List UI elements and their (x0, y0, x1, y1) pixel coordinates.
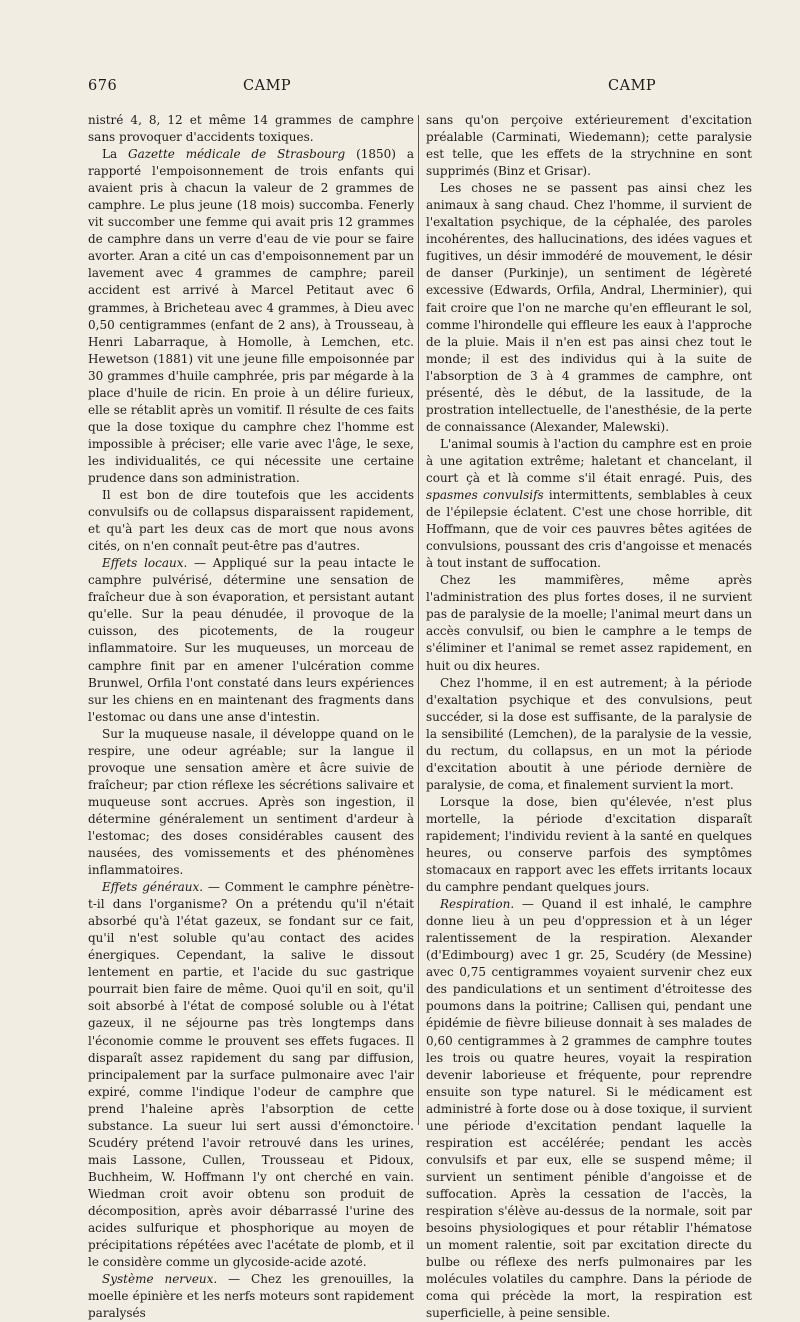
paragraph-text: intermittents, semblables à ceux de l'épilepsie éclatent. C'est une chose horrible, dit Hoffmann, que de voir ces pauvres bêtes agitées de convulsions, poussant des cris d'angoisse et menacés à tout instant de suffocation. (426, 488, 752, 571)
italic-heading: Effets locaux. (102, 556, 188, 571)
paragraph-text: Sur la muqueuse nasale, il développe quand on le respire, une odeur agréable; sur la langue il provoque une sensation amère et âcre suivie de fraîcheur; par ction réflexe les sécrétions salivaire et muqueuse sont accrues. Après son ingestion, il détermine généralement un sentiment d'ardeur à l'estomac; des doses considérables causent des nausées, des vomissements et des phénomènes inflammatoires. (88, 726, 414, 878)
italic-heading: Respiration. (440, 897, 515, 912)
paragraph-text: — Quand il est inhalé, le camphre donne lieu à un peu d'oppression et à un léger ralentissement de la respiration. Alexander (d'Edimbourg) avec 1 gr. 25, Scudéry (de Messine) avec 0,75 centigrammes voyaient survenir chez eux des pandiculations et un sentiment d'étroitesse des poumons dans la poitrine; Callisen qui, pendant une épidémie de fièvre bilieuse donnait à ses malades de 0,60 centigrammes à 2 grammes de camphre toutes les trois ou quatre heures, voyait la respiration devenir laborieuse et fréquente, pour reprendre ensuite son type naturel. Si le médicament est administré à forte dose ou à dose toxique, il survient une période d'excitation pendant laquelle la respiration est accélérée; pendant les accès convulsifs et par eux, elle se suspend même; il survient un sentiment pénible d'angoisse et de suffocation. Après la cessation de l'accès, la respiration s'élève au-dessus de la normale, soit par besoins physiologiques et pour rétablir l'hématose un moment ralentie, soit par excitation directe du bulbe ou réflexe des nerfs pulmonaires par les molécules volatiles du camphre. Dans la période de coma qui précède la mort, la respiration est superficielle, à peine sensible. (426, 897, 752, 1321)
paragraph-text: Les choses ne se passent pas ainsi chez les animaux à sang chaud. Chez l'homme, il survient de l'exaltation psychique, de la céphalée, des paroles incohérentes, des hallucinations, des idées vagues et fugitives, un désir immodéré de mouvement, le désir de danser (Purkinje), un sentiment de légèreté excessive (Edwards, Orfila, Andral, Lherminier), qui fait croire que l'on ne marche qu'en effleurant le sol, comme l'hirondelle qui effleure les eaux à l'approche de la pluie. Mais il n'en est pas ainsi chez tout le monde; il est des individus qui à la suite de l'absorption de 3 à 4 grammes de camphre, ont présenté, dès le début, de la lassitude, de la prostration intellectuelle, de l'anesthésie, de la perte de connaissance (Alexander, Malewski). (426, 181, 752, 434)
paragraph-text: sans qu'on perçoive extérieurement d'excitation préalable (Carminati, Wiedemann); cette paralysie est telle, que les effets de la strychnine en sont supprimés (Binz et Grisar). (426, 113, 752, 179)
paragraph (88, 112, 414, 146)
paragraph-text: Lorsque la dose, bien qu'élevée, n'est plus mortelle, la période d'excitation disparaît rapidement; l'individu revient à la santé en quelques heures, ou conserve parfois des symptômes stomacaux en rapport avec les effets irritants locaux du camphre pendant quelques jours. (426, 794, 752, 895)
paragraph (426, 572, 752, 674)
left-column (88, 112, 414, 1322)
paragraph-text: Chez les mammifères, même après l'administration des plus fortes doses, il ne survient pas de paralysie de la moelle; l'animal meurt dans un accès convulsif, ou bien le camphre a le temps de s'éliminer et l'animal se remet assez rapidement, en huit ou dix heures. (426, 573, 752, 673)
running-header (88, 78, 770, 100)
paragraph-lead: L'animal soumis à l'action du camphre est en proie à une agitation extrême; haletant et chancelant, il court çà et là comme s'il était enragé. Puis, des (426, 436, 752, 485)
paragraph-text: Chez l'homme, il en est autrement; à la période d'exaltation psychique et des convulsions, peut succéder, si la dose est suffisante, de la paralysie de la sensibilité (Lemchen), de la paralysie de la vessie, du rectum, du collapsus, en un mot la période d'excitation aboutit à une période dernière de paralysie, de coma, et finalement survient la mort. (426, 675, 752, 792)
page-number: 676 (88, 78, 118, 94)
paragraph (88, 1271, 414, 1322)
paragraph (426, 675, 752, 794)
paragraph (88, 879, 414, 1271)
right-column (426, 112, 752, 1322)
paragraph (88, 146, 414, 487)
paragraph (426, 794, 752, 896)
paragraph-text: nistré 4, 8, 12 et même 14 grammes de camphre sans provoquer d'accidents toxiques. (88, 113, 414, 145)
paragraph (88, 555, 414, 725)
paragraph-text: Il est bon de dire toutefois que les accidents convulsifs ou de collapsus disparaissent rapidement, et qu'à part les deux cas de mort que nous avons cités, on n'en connaît peut-être pas d'autres. (88, 488, 414, 554)
paragraph-text: — Chez les grenouilles, la moelle épinière et les nerfs moteurs sont rapidement paralysés (88, 1272, 414, 1321)
header-title-right: CAMP (608, 78, 657, 94)
column-divider (418, 115, 419, 1125)
paragraph-lead: La (102, 147, 128, 162)
paragraph-text: — Appliqué sur la peau intacte le camphre pulvérisé, détermine une sensation de fraîcheur due à son évaporation, et persistant autant qu'elle. Sur la peau dénudée, il provoque de la cuisson, des picotements, de la rougeur inflammatoire. Sur les muqueuses, un morceau de camphre finit par en amener l'ulcération comme Brunwel, Orfila l'ont constaté dans leurs expériences sur les chiens en en maintenant des fragments dans l'estomac ou dans une anse d'intestin. (88, 556, 415, 724)
italic-heading: spasmes convulsifs (426, 488, 544, 503)
header-title-left: CAMP (243, 78, 292, 94)
italic-heading: Système nerveux. (102, 1272, 218, 1287)
italic-heading: Effets généraux. (102, 880, 204, 895)
paragraph-text: (1850) a rapporté l'empoisonnement de trois enfants qui avaient pris à chacun la valeur de 2 grammes de camphre. Le plus jeune (18 mois) succomba. Fenerly vit succomber une femme qui avait pris 12 grammes de camphre dans un verre d'eau de vie pour se faire avorter. Aran a cité un cas d'empoisonnement par un lavement avec 4 grammes de camphre; pareil accident est arrivé à Marcel Petitaut avec 6 grammes, à Bricheteau avec 4 grammes, à Dieu avec 0,50 centigrammes (enfant de 2 ans), à Trousseau, à Henri Labarraque, à Homolle, à Lemchen, etc. Hewetson (1881) vit une jeune fille empoisonnée par 30 grammes d'huile camphrée, pris par mégarde à la place d'huile de ricin. En proie à un délire furieux, elle se rétablit après un vomitif. Il résulte de ces faits que la dose toxique du camphre chez l'homme est impossible à préciser; elle varie avec l'âge, le sexe, les individualités, ce qui nécessite une certaine prudence dans son administration. (88, 147, 414, 485)
paragraph (88, 726, 414, 879)
paragraph (426, 180, 752, 436)
paragraph (426, 896, 752, 1322)
paragraph (426, 436, 752, 572)
italic-heading: Gazette médicale de Strasbourg (127, 147, 346, 162)
paragraph (426, 112, 752, 180)
paragraph-text: — Comment le camphre pénètre-t-il dans l'organisme? On a prétendu qu'il n'était absorbé qu'à l'état gazeux, se fondant sur ce fait, qu'il n'est soluble qu'au contact des acides énergiques. Cependant, la salive le dissout lentement en partie, et l'acide du suc gastrique pourrait bien faire de même. Quoi qu'il en soit, qu'il soit absorbé à l'état de composé soluble ou à l'état gazeux, il ne séjourne pas très longtemps dans l'économie comme le prouvent ses effets fugaces. Il disparaît assez rapidement du sang par diffusion, principalement par la surface pulmonaire avec l'air expiré, comme l'indique l'odeur de camphre que prend l'haleine après l'absorption de cette substance. La sueur lui sert aussi d'émonctoire. Scudéry prétend l'avoir retrouvé dans les urines, mais Lassone, Cullen, Trousseau et Pidoux, Buchheim, W. Hoffmann l'y ont cherché en vain. Wiedman croit avoir obtenu son produit de décomposition, après avoir débarrassé l'urine des acides sulfurique et phosphorique au moyen de précipitations répétées avec l'acétate de plomb, et il le considère comme un glycoside-acide azoté. (88, 880, 414, 1270)
paragraph (88, 487, 414, 555)
